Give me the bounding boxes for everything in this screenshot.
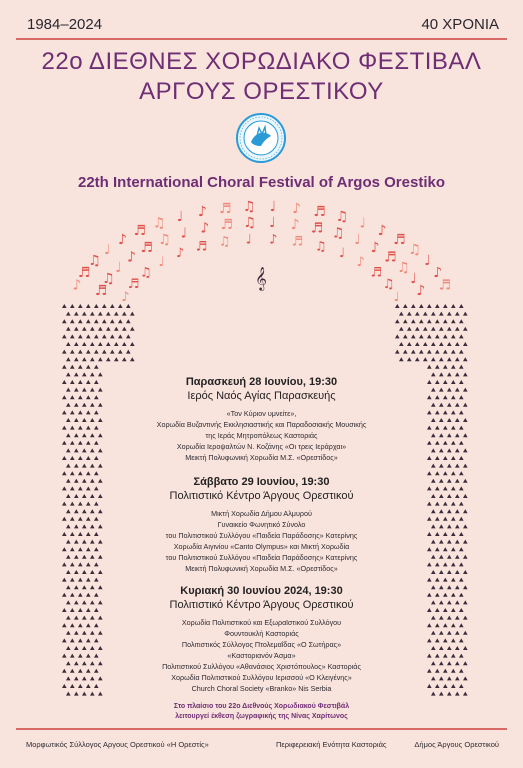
triangle-mark [70,365,75,369]
triangle-mark [86,471,91,475]
performer-line: «Καστοριανόν Άσμα» [227,651,296,660]
triangle-mark [459,319,464,323]
music-note-icon: ♬ [94,283,108,300]
footer-organizer: Μορφωτικός Σύλλογος Αργους Ορεστικού «Η Ορεστίς» [26,740,209,749]
triangle-mark [90,357,95,361]
event-1 [0,376,523,463]
triangle-mark [122,342,127,346]
music-note-icon: ♫ [102,271,115,288]
triangle-mark [419,304,424,308]
triangle-mark [66,464,71,468]
music-note-icon: ♪ [72,277,82,294]
triangle-mark [106,312,111,316]
music-note-icon: ♬ [291,234,304,250]
music-note-icon: ♪ [292,200,302,217]
triangle-mark [447,357,452,361]
triangle-mark [62,578,67,582]
music-note-icon: ♫ [397,259,410,276]
music-note-icon: ♬ [219,200,232,217]
note-line-1: Στο πλαίσιο του 22ο Διεθνούς Χορωδιακού Φεστιβάλ [173,703,350,710]
event-date: Σάββατο 29 Ιουνίου, 19:30 [193,476,330,488]
performer-line: Γυναικείο Φωνητικό Σύνολο [217,520,306,529]
triangle-mark [399,312,404,316]
triangle-mark [407,312,412,316]
music-note-icon: ♪ [197,204,207,221]
event-venue: Πολιτιστικό Κέντρο Άργους Ορεστικού [169,490,354,502]
music-note-icon: ♪ [416,283,426,300]
performer-line: Church Choral Society «Branko» Nis Serbia [191,684,332,693]
triangle-mark [106,327,111,331]
triangle-mark [118,304,123,308]
music-note-icon: ♬ [384,249,397,266]
triangle-mark [130,312,135,316]
triangle-mark [427,578,432,582]
triangle-mark [74,312,79,316]
triangle-mark [126,334,131,338]
triangle-mark [62,319,67,323]
music-note-icon: ♬ [220,217,234,233]
music-note-icon: ♪ [118,232,127,248]
triangle-mark [427,334,432,338]
triangle-mark [70,350,75,354]
triangle-mark [459,578,464,582]
triangle-mark [118,350,123,354]
triangle-mark [451,578,456,582]
triangle-mark [463,312,468,316]
triangle-mark [66,357,71,361]
performer-line: Μεικτή Πολυφωνική Χορωδία Μ.Σ. «Ορεστίδος» [185,453,338,462]
festival-logo [235,112,287,164]
music-note-icon: ♩ [410,271,417,288]
triangle-mark [443,350,448,354]
triangle-mark [443,365,448,369]
triangle-mark [411,304,416,308]
triangle-mark [82,312,87,316]
english-title: 22th International Choral Festival of Argos Orestiko [77,174,446,191]
music-note-icon: ♫ [139,265,152,281]
triangle-mark [90,312,95,316]
triangle-mark [122,357,127,361]
triangle-mark [435,350,440,354]
triangle-mark [455,327,460,331]
event-venue: Ιερός Ναός Αγίας Παρασκευής [187,390,336,402]
triangle-mark [427,304,432,308]
treble-clef-icon: 𝄞 [255,266,267,290]
triangle-mark [94,365,99,369]
triangle-mark [403,304,408,308]
music-note-icon: ♫ [314,239,327,255]
triangle-mark [403,334,408,338]
triangle-mark [66,327,71,331]
triangle-mark [110,334,115,338]
triangle-mark [126,350,131,354]
triangle-mark [94,471,99,475]
music-note-icon: ♬ [313,204,326,221]
music-note-icon: ♫ [88,253,101,270]
triangle-mark [86,350,91,354]
triangle-mark [431,357,436,361]
music-note-icon: ♫ [335,208,349,225]
triangle-mark [102,350,107,354]
triangle-mark [435,334,440,338]
triangle-mark [463,464,468,468]
triangle-mark [130,327,135,331]
triangle-mark [407,342,412,346]
years-label: 1984–2024 [27,16,103,33]
triangle-mark [86,319,91,323]
triangle-mark [110,350,115,354]
triangle-mark [94,319,99,323]
triangle-mark [403,319,408,323]
music-note-icon: ♩ [158,254,165,270]
triangle-mark [395,350,400,354]
triangle-mark [106,342,111,346]
music-note-icon: ♫ [242,199,256,216]
music-note-icon: ♩ [338,246,345,262]
triangle-mark [130,342,135,346]
triangle-mark [106,357,111,361]
triangle-mark [98,342,103,346]
triangle-mark [118,334,123,338]
triangle-mark [82,342,87,346]
triangle-mark [451,334,456,338]
triangle-mark [74,464,79,468]
triangle-mark [62,304,67,308]
triangle-mark [110,304,115,308]
music-note-icon: ♫ [218,234,231,250]
performer-line: Φουντουκλή Καστοριάς [224,629,299,638]
performer-line: του Πολιτιστικού Συλλόγου «Παιδεία Παράδοσης» Κατερίνης [165,553,358,562]
triangle-mark [114,342,119,346]
music-note-icon: ♪ [433,265,443,281]
triangle-mark [455,342,460,346]
triangle-mark [447,464,452,468]
triangle-mark [126,319,131,323]
triangle-mark [86,304,91,308]
triangle-mark [435,319,440,323]
triangle-mark [443,334,448,338]
triangle-mark [451,319,456,323]
triangle-mark [70,319,75,323]
triangle-mark [399,357,404,361]
triangle-mark [439,327,444,331]
event-venue: Πολιτιστικό Κέντρο Άργους Ορεστικού [169,599,354,611]
performer-line: Χορωδία Πολιτιστικού Συλλόγου Ιερισσού «Ο Κλειγένης» [171,673,352,682]
triangle-mark [399,342,404,346]
triangle-mark [102,334,107,338]
triangle-mark [427,471,432,475]
triangle-mark [114,312,119,316]
triangle-mark [395,319,400,323]
triangle-mark [86,578,91,582]
triangle-mark [427,365,432,369]
triangle-mark [463,327,468,331]
triangle-mark [463,342,468,346]
triangle-mark [431,312,436,316]
performer-line: της Ιεράς Μητροπόλεως Καστοριάς [205,431,318,440]
triangle-mark [395,334,400,338]
triangle-mark [90,464,95,468]
footer-divider [16,728,507,730]
triangle-mark [443,304,448,308]
triangle-mark [94,578,99,582]
triangle-mark [62,334,67,338]
triangle-mark [126,304,131,308]
performer-line: Πολιτιστικού Συλλόγου «Αθανάσιος Χριστόπουλος» Καστοριάς [162,662,361,671]
title-line-1: 22ο ΔΙΕΘΝΕΣ ΧΟΡΩΔΙΑΚΟ ΦΕΣΤΙΒΑΛ [41,48,482,75]
triangle-mark [435,471,440,475]
performer-line: Πολιτιστικός Σύλλογος Πτολεμαΐδας «Ο Σωτήρας» [181,640,342,649]
triangle-mark [439,357,444,361]
triangle-mark [82,327,87,331]
triangle-mark [66,342,71,346]
exhibition-note [0,702,523,722]
triangle-mark [407,357,412,361]
triangle-mark [435,365,440,369]
triangle-mark [443,578,448,582]
performer-line: του Πολιτιστικού Συλλόγου «Παιδεία Παράδοσης» Κατερίνης [165,531,358,540]
music-note-icon: ♪ [356,254,365,270]
triangle-mark [415,342,420,346]
performer-line: Χορωδία Αιγινίου «Canto Olympus» και Μικτή Χορωδία [173,542,350,551]
triangle-mark [459,471,464,475]
music-note-icon: ♫ [158,232,171,249]
anniversary-label: 40 ΧΡΟΝΙΑ [421,16,499,33]
music-note-icon: ♬ [195,239,208,255]
note-line-2: λειτουργεί έκθεση ζωγραφικής της Νίνας Χαρίτωνος [175,713,348,720]
triangle-mark [122,312,127,316]
music-note-icon: ♪ [269,232,278,248]
triangle-mark [443,471,448,475]
triangle-mark [74,327,79,331]
music-note-icon: ♩ [176,208,184,225]
triangle-mark [439,464,444,468]
music-note-icon: ♩ [359,215,367,232]
music-note-icon: ♩ [354,232,361,249]
music-note-icon: ♬ [310,220,324,237]
triangle-mark [431,464,436,468]
triangle-mark [399,327,404,331]
triangle-mark [70,471,75,475]
triangle-mark [423,312,428,316]
triangle-mark [423,357,428,361]
triangle-mark [435,304,440,308]
music-note-icon: ♩ [269,199,277,216]
triangle-mark [98,464,103,468]
music-note-icon: ♩ [245,232,252,248]
music-note-icon: ♬ [133,223,147,239]
triangle-mark [62,365,67,369]
music-note-icon: ♪ [175,246,185,262]
triangle-mark [78,334,83,338]
triangle-mark [62,471,67,475]
triangle-mark [62,350,67,354]
triangle-mark [66,312,71,316]
music-note-icon: ♬ [438,277,452,294]
triangle-mark [415,312,420,316]
music-note-icon: ♫ [331,225,345,242]
triangle-mark [122,327,127,331]
music-note-icon: ♩ [103,242,111,259]
triangle-mark [78,304,83,308]
triangle-mark [70,578,75,582]
triangle-mark [459,350,464,354]
triangle-mark [415,357,420,361]
triangle-mark [78,365,83,369]
music-note-icon: ♩ [180,225,188,242]
event-date: Κυριακή 30 Ιουνίου 2024, 19:30 [180,585,343,597]
triangle-mark [114,357,119,361]
triangle-mark [455,357,460,361]
music-note-icon: ♬ [140,240,154,257]
triangle-mark [419,319,424,323]
triangle-mark [415,327,420,331]
music-note-icon: ♪ [200,220,210,237]
music-note-icon: ♬ [393,232,406,248]
triangle-mark [114,327,119,331]
triangle-mark [98,327,103,331]
triangle-mark [459,365,464,369]
music-note-icon: ♩ [393,289,400,302]
triangle-mark [102,304,107,308]
event-2 [0,476,523,574]
triangle-mark [451,350,456,354]
music-note-icon: ♪ [377,223,387,239]
triangle-mark [447,342,452,346]
triangle-mark [78,471,83,475]
music-note-icon: ♩ [269,215,276,232]
music-note-icon: ♩ [115,259,122,276]
triangle-mark [423,342,428,346]
triangle-mark [447,327,452,331]
event-date: Παρασκευή 28 Ιουνίου, 19:30 [185,376,338,388]
triangle-mark [443,319,448,323]
triangle-mark [455,464,460,468]
triangle-mark [427,319,432,323]
triangle-mark [419,334,424,338]
triangle-mark [411,334,416,338]
triangle-mark [94,304,99,308]
footer-municipality: Δήμος Άργους Ορεστικού [414,740,499,749]
triangle-mark [82,357,87,361]
triangle-mark [427,350,432,354]
triangle-mark [459,304,464,308]
triangle-mark [74,342,79,346]
music-note-icon: ♩ [424,253,431,270]
footer-region: Περιφερειακή Ενότητα Καστοριάς [276,740,387,749]
performer-line: Μικτή Χορωδία Δήμου Αλμυρού [211,509,312,518]
triangle-mark [447,312,452,316]
music-note-icon: ♬ [78,265,91,281]
triangle-mark [78,319,83,323]
triangle-mark [86,365,91,369]
music-note-icon: ♬ [127,277,140,293]
music-note-icon: ♫ [243,215,256,232]
performer-line: Μεικτή Πολυφωνική Χορωδία Μ.Σ. «Ορεστίδος» [185,564,338,573]
triangle-mark [431,327,436,331]
triangle-mark [102,319,107,323]
performer-line: Χορωδία Βυζαντινής Εκκλησιαστικής και Παραδοσιακής Μουσικής [156,420,367,429]
triangle-mark [451,365,456,369]
performer-line: Χορωδία Πολιτιστικού και Εξωραϊστικού Συλλόγου [181,618,342,627]
triangle-mark [403,350,408,354]
triangle-mark [82,464,87,468]
triangle-mark [451,304,456,308]
triangle-mark [423,327,428,331]
triangle-mark [459,334,464,338]
triangle-mark [439,312,444,316]
triangle-mark [431,342,436,346]
triangle-mark [411,350,416,354]
triangle-mark [90,327,95,331]
triangle-mark [78,578,83,582]
triangle-mark [94,334,99,338]
triangle-mark [94,350,99,354]
triangle-mark [463,357,468,361]
music-note-icon: ♪ [290,217,300,233]
triangle-mark [455,312,460,316]
music-note-icon: ♫ [408,242,421,259]
music-note-icon: ♫ [382,277,395,293]
performer-line: «Τον Κύριον υμνείτε», [226,409,297,418]
triangle-mark [130,357,135,361]
triangle-mark [70,334,75,338]
music-note-icon: ♪ [121,289,130,302]
triangle-mark [118,319,123,323]
triangle-mark [435,578,440,582]
music-note-icon: ♫ [152,215,166,232]
triangle-mark [78,350,83,354]
music-note-icon: ♬ [370,265,383,281]
event-3 [0,585,523,694]
triangle-mark [90,342,95,346]
header-divider [16,38,507,40]
triangle-mark [419,350,424,354]
triangle-mark [439,342,444,346]
triangle-mark [86,334,91,338]
music-note-icon: ♪ [127,249,136,266]
triangle-mark [98,312,103,316]
triangle-mark [70,304,75,308]
triangle-mark [74,357,79,361]
triangle-mark [411,319,416,323]
triangle-mark [395,304,400,308]
title-line-2: ΑΡΓΟΥΣ ΟΡΕΣΤΙΚΟΥ [139,78,384,105]
triangle-mark [110,319,115,323]
triangle-mark [451,471,456,475]
triangle-mark [407,327,412,331]
triangle-mark [98,357,103,361]
music-note-icon: ♪ [370,240,380,257]
performer-line: Χορωδία Ιεροψαλτών Ν. Κοζάνης «Οι τρεις Ιεράρχαι» [176,442,347,451]
